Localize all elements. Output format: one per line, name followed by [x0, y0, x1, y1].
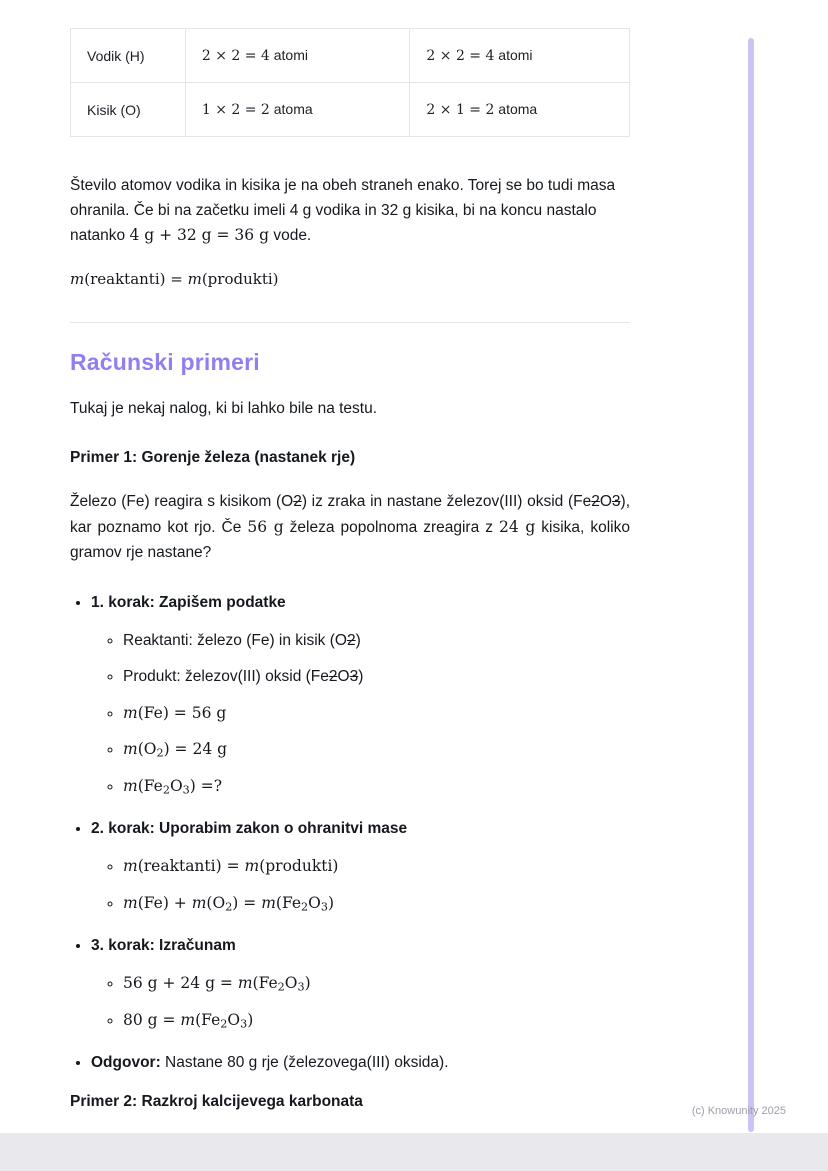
text-segment: m [123, 857, 138, 876]
table-row-hydrogen [71, 29, 630, 83]
example1-steps-list [70, 591, 630, 1075]
table-cell-products [410, 29, 630, 83]
text-segment: 2 × 2 = 4 [201, 48, 270, 64]
text-segment: 1 × 2 = 2 [201, 102, 270, 118]
section-heading-computation-examples: Računski primeri [70, 349, 260, 376]
table-cell-reactants [185, 83, 410, 137]
text-segment: m [237, 974, 253, 993]
text-segment: ), kar poznamo kot rjo. Če [70, 493, 631, 536]
text-segment: ) = [232, 893, 262, 912]
text-segment: ) iz zraka in nastane železov(III) oksid (Fe [301, 493, 592, 511]
table-cell-reactants [185, 29, 410, 83]
text-segment: atomi [269, 47, 308, 63]
step-2-label: 2. korak: Uporabim zakon o ohranitvi mase [91, 820, 408, 838]
text-segment: atoma [494, 101, 538, 117]
text-segment: Odgovor: [91, 1054, 161, 1072]
text-segment: 2 [301, 900, 309, 914]
substep-mass-equation [123, 892, 630, 916]
example2-title: Primer 2: Razkroj kalcijevega karbonata [70, 1092, 363, 1110]
table-row-oxygen [71, 83, 630, 137]
substep-calculation [123, 972, 630, 996]
atom-count-table [70, 28, 630, 137]
text-segment: ) [247, 1011, 254, 1030]
step-1-label: 1. korak: Zapišem podatke [91, 593, 286, 611]
paragraph-mass-conservation [70, 173, 630, 248]
example1-body [70, 489, 630, 564]
text-segment: (Fe [275, 893, 302, 912]
text-segment: O [227, 1011, 241, 1030]
page-background-band [0, 1133, 828, 1171]
text-segment: 3 [320, 900, 328, 914]
step-2-substeps [91, 855, 630, 915]
substep-mass-o2 [123, 738, 630, 762]
text-segment: 3 [240, 1017, 248, 1031]
text-segment: 2 [220, 1017, 228, 1031]
copyright-text: (c) Knowunity 2025 [691, 1105, 786, 1117]
text-segment: (O [137, 739, 157, 758]
text-segment: 3 [182, 783, 190, 797]
text-segment: 56 g [247, 517, 284, 536]
intro-text: Tukaj je nekaj nalog, ki bi lahko bile na testu. [70, 400, 378, 418]
text-segment: ) [327, 893, 335, 912]
text-segment: m [70, 270, 85, 289]
text-segment: (Fe) + [137, 893, 192, 912]
text-segment: (Fe) = 56 g [137, 703, 227, 722]
text-segment: m [123, 776, 138, 795]
text-segment: (produkti) [259, 857, 339, 876]
text-segment: atoma [269, 101, 313, 117]
table-cell-element [71, 29, 186, 83]
text-segment: (Fe [252, 974, 278, 993]
text-segment: O [308, 893, 321, 912]
text-segment: m [261, 893, 276, 912]
text-segment: 2 [591, 493, 600, 511]
substep-law-equation [123, 855, 630, 878]
text-segment: Železo (Fe) reagira s kisikom (O [70, 493, 294, 511]
step-3 [91, 934, 630, 1034]
text-segment: 2 [225, 900, 233, 914]
document-card [35, 0, 793, 1133]
text-segment: (O [206, 893, 226, 912]
text-segment: Kisik (O) [87, 101, 141, 118]
step-1-substeps [91, 629, 630, 799]
text-segment: O [337, 668, 350, 686]
text-segment: m [123, 893, 138, 912]
step-2 [91, 817, 630, 916]
text-segment: ) =? [189, 776, 223, 795]
text-segment: 4 g + 32 g = 36 g [129, 226, 270, 245]
text-segment: ) [358, 668, 364, 686]
text-segment: 2 [293, 493, 302, 511]
step-3-label: 3. korak: Izračunam [91, 936, 236, 954]
table-cell-products [410, 83, 630, 137]
text-segment: m [123, 703, 138, 722]
formula-mass-equation [70, 270, 630, 288]
text-segment: m [187, 270, 202, 289]
step-3-substeps [91, 972, 630, 1033]
text-segment: 3 [297, 980, 305, 994]
text-segment: 2 [277, 980, 285, 994]
text-segment: m [123, 739, 138, 758]
example1-title: Primer 1: Gorenje železa (nastanek rje) [70, 449, 356, 467]
text-segment: (Fe [195, 1011, 221, 1030]
text-segment: m [244, 857, 260, 876]
text-segment: ) [355, 632, 361, 650]
text-segment: 3 [349, 668, 359, 686]
text-segment: 2 [328, 668, 338, 686]
text-segment: 56 g + 24 g = [123, 974, 238, 993]
text-segment: kisika, koliko gramov rje nastane? [70, 518, 630, 561]
text-segment: ) = 24 g [163, 739, 228, 758]
substep-mass-fe [123, 702, 630, 725]
text-segment: 2 [162, 783, 170, 797]
text-segment: (Fe [137, 776, 163, 795]
text-segment: (reaktanti) = [137, 857, 245, 876]
text-segment: m [180, 1011, 196, 1030]
text-segment: O [169, 776, 183, 795]
scrollbar[interactable] [748, 38, 754, 1132]
document-content [70, 28, 630, 1111]
text-segment: 2 × 1 = 2 [426, 102, 495, 118]
text-segment: m [191, 893, 207, 912]
answer-item [91, 1051, 630, 1074]
text-segment: 2 × 2 = 4 [426, 48, 495, 64]
text-segment: Vodik (H) [87, 47, 145, 64]
text-segment: Nastane 80 g rje (železovega(III) oksida). [160, 1054, 449, 1072]
text-segment: atomi [494, 47, 533, 63]
text-segment: (reaktanti) = [84, 270, 188, 289]
substep-reactants [123, 629, 630, 652]
text-segment: O [599, 493, 612, 511]
text-segment: (produkti) [201, 270, 279, 289]
step-1 [91, 591, 630, 799]
text-segment: 2 [346, 632, 356, 650]
table-cell-element [71, 83, 186, 137]
text-segment: 24 g [498, 517, 536, 536]
text-segment: O [284, 974, 298, 993]
text-segment: 2 [156, 746, 164, 760]
substep-result [123, 1009, 630, 1033]
section-divider [70, 322, 630, 323]
text-segment: Produkt: železov(III) oksid (Fe [123, 668, 329, 686]
text-segment: železa popolnoma zreagira z [283, 518, 499, 536]
substep-product [123, 665, 630, 688]
substep-mass-fe2o3 [123, 775, 630, 799]
text-segment: Reaktanti: železo (Fe) in kisik (O [123, 632, 347, 650]
text-segment: vode. [269, 227, 312, 245]
text-segment: ) [304, 974, 311, 993]
text-segment: 3 [611, 493, 621, 511]
text-segment: Število atomov vodika in kisika je na obeh straneh enako. Torej se bo tudi masa ohranila. Če bi na začetku imeli 4 g vodika in 32 g kisika, bi na koncu nastalo natanko [70, 177, 616, 245]
text-segment: 80 g = [123, 1011, 181, 1030]
